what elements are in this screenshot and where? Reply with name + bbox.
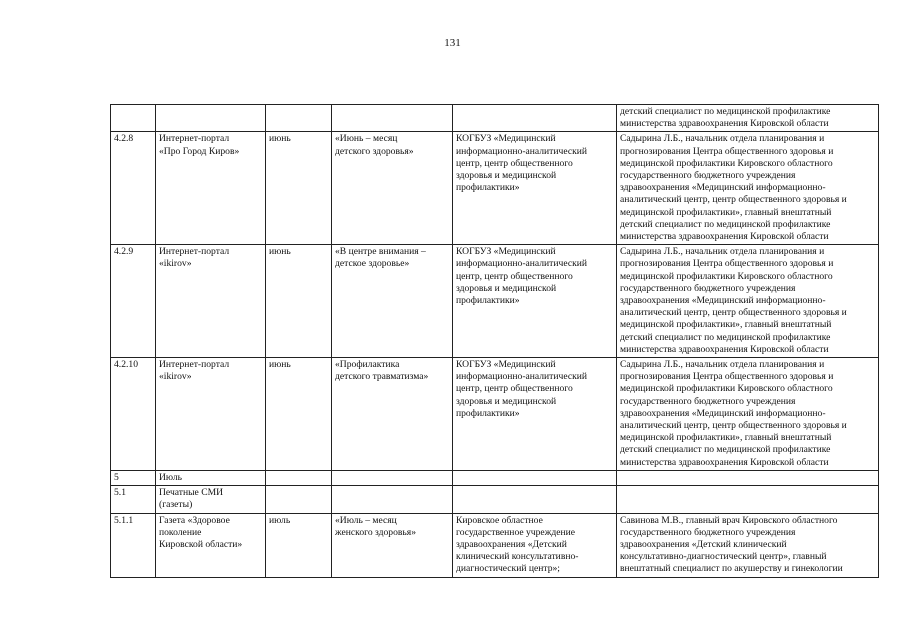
cell-period (266, 105, 332, 132)
cell-organization (453, 105, 617, 132)
cell-period: июнь (266, 132, 332, 245)
table-row (111, 358, 879, 471)
cell-responsible: Садырина Л.Б., начальник отдела планирования и прогнозирования Центра общественного здоровья и медицинской профилактики Кировского областного государственного бюджетного учреждения здравоохранения «Медицинский информационно- аналитический центр, центр общественного здоровья и медицинской профилактики», главный внештатный детский специалист по медицинской профилактике министерства здравоохранения Кировской области (617, 245, 879, 358)
cell-number: 5 (111, 470, 156, 485)
cell-topic: «В центре внимания – детское здоровье» (332, 245, 453, 358)
cell-responsible: Садырина Л.Б., начальник отдела планирования и прогнозирования Центра общественного здоровья и медицинской профилактики Кировского областного государственного бюджетного учреждения здравоохранения «Медицинский информационно- аналитический центр, центр общественного здоровья и медицинской профилактики», главный внештатный детский специалист по медицинской профилактике министерства здравоохранения Кировской области (617, 132, 879, 245)
cell-responsible: Савинова М.В., главный врач Кировского областного государственного бюджетного учреждения здравоохранения «Детский клинический консультативно-диагностический центр», главный внештатный специалист по акушерству и гинекологии (617, 513, 879, 577)
cell-period: июнь (266, 358, 332, 471)
cell-responsible (617, 470, 879, 485)
table-row (111, 105, 879, 132)
cell-number: 4.2.8 (111, 132, 156, 245)
cell-number: 4.2.10 (111, 358, 156, 471)
cell-channel: Печатные СМИ (газеты) (156, 486, 266, 513)
cell-topic: «Июль – месяц женского здоровья» (332, 513, 453, 577)
cell-period: июнь (266, 245, 332, 358)
cell-responsible: детский специалист по медицинской профилактике министерства здравоохранения Кировской области (617, 105, 879, 132)
cell-channel (156, 105, 266, 132)
cell-channel: Июль (156, 470, 266, 485)
cell-organization (453, 470, 617, 485)
table-row (111, 470, 879, 485)
page-number: 131 (444, 37, 461, 49)
cell-channel: Интернет-портал «ikirov» (156, 358, 266, 471)
cell-channel: Газета «Здоровое поколение Кировской области» (156, 513, 266, 577)
cell-channel: Интернет-портал «Про Город Киров» (156, 132, 266, 245)
cell-number: 4.2.9 (111, 245, 156, 358)
table-row (111, 486, 879, 513)
table-row (111, 245, 879, 358)
cell-topic: «Профилактика детского травматизма» (332, 358, 453, 471)
cell-responsible (617, 486, 879, 513)
cell-number: 5.1.1 (111, 513, 156, 577)
cell-number (111, 105, 156, 132)
plan-table (110, 104, 879, 578)
cell-channel: Интернет-портал «ikirov» (156, 245, 266, 358)
cell-topic (332, 486, 453, 513)
cell-period: июль (266, 513, 332, 577)
cell-responsible: Садырина Л.Б., начальник отдела планирования и прогнозирования Центра общественного здоровья и медицинской профилактики Кировского областного государственного бюджетного учреждения здравоохранения «Медицинский информационно- аналитический центр, центр общественного здоровья и медицинской профилактики», главный внештатный детский специалист по медицинской профилактике министерства здравоохранения Кировской области (617, 358, 879, 471)
cell-organization: КОГБУЗ «Медицинский информационно-аналитический центр, центр общественного здоровья и медицинской профилактики» (453, 132, 617, 245)
cell-organization: КОГБУЗ «Медицинский информационно-аналитический центр, центр общественного здоровья и медицинской профилактики» (453, 245, 617, 358)
cell-topic (332, 105, 453, 132)
cell-period (266, 470, 332, 485)
cell-organization (453, 486, 617, 513)
cell-topic: «Июнь – месяц детского здоровья» (332, 132, 453, 245)
table-row (111, 132, 879, 245)
table-row (111, 513, 879, 577)
cell-topic (332, 470, 453, 485)
cell-number: 5.1 (111, 486, 156, 513)
cell-organization: КОГБУЗ «Медицинский информационно-аналитический центр, центр общественного здоровья и медицинской профилактики» (453, 358, 617, 471)
cell-period (266, 486, 332, 513)
cell-organization: Кировское областное государственное учреждение здравоохранения «Детский клинический консультативно- диагностический центр»; (453, 513, 617, 577)
